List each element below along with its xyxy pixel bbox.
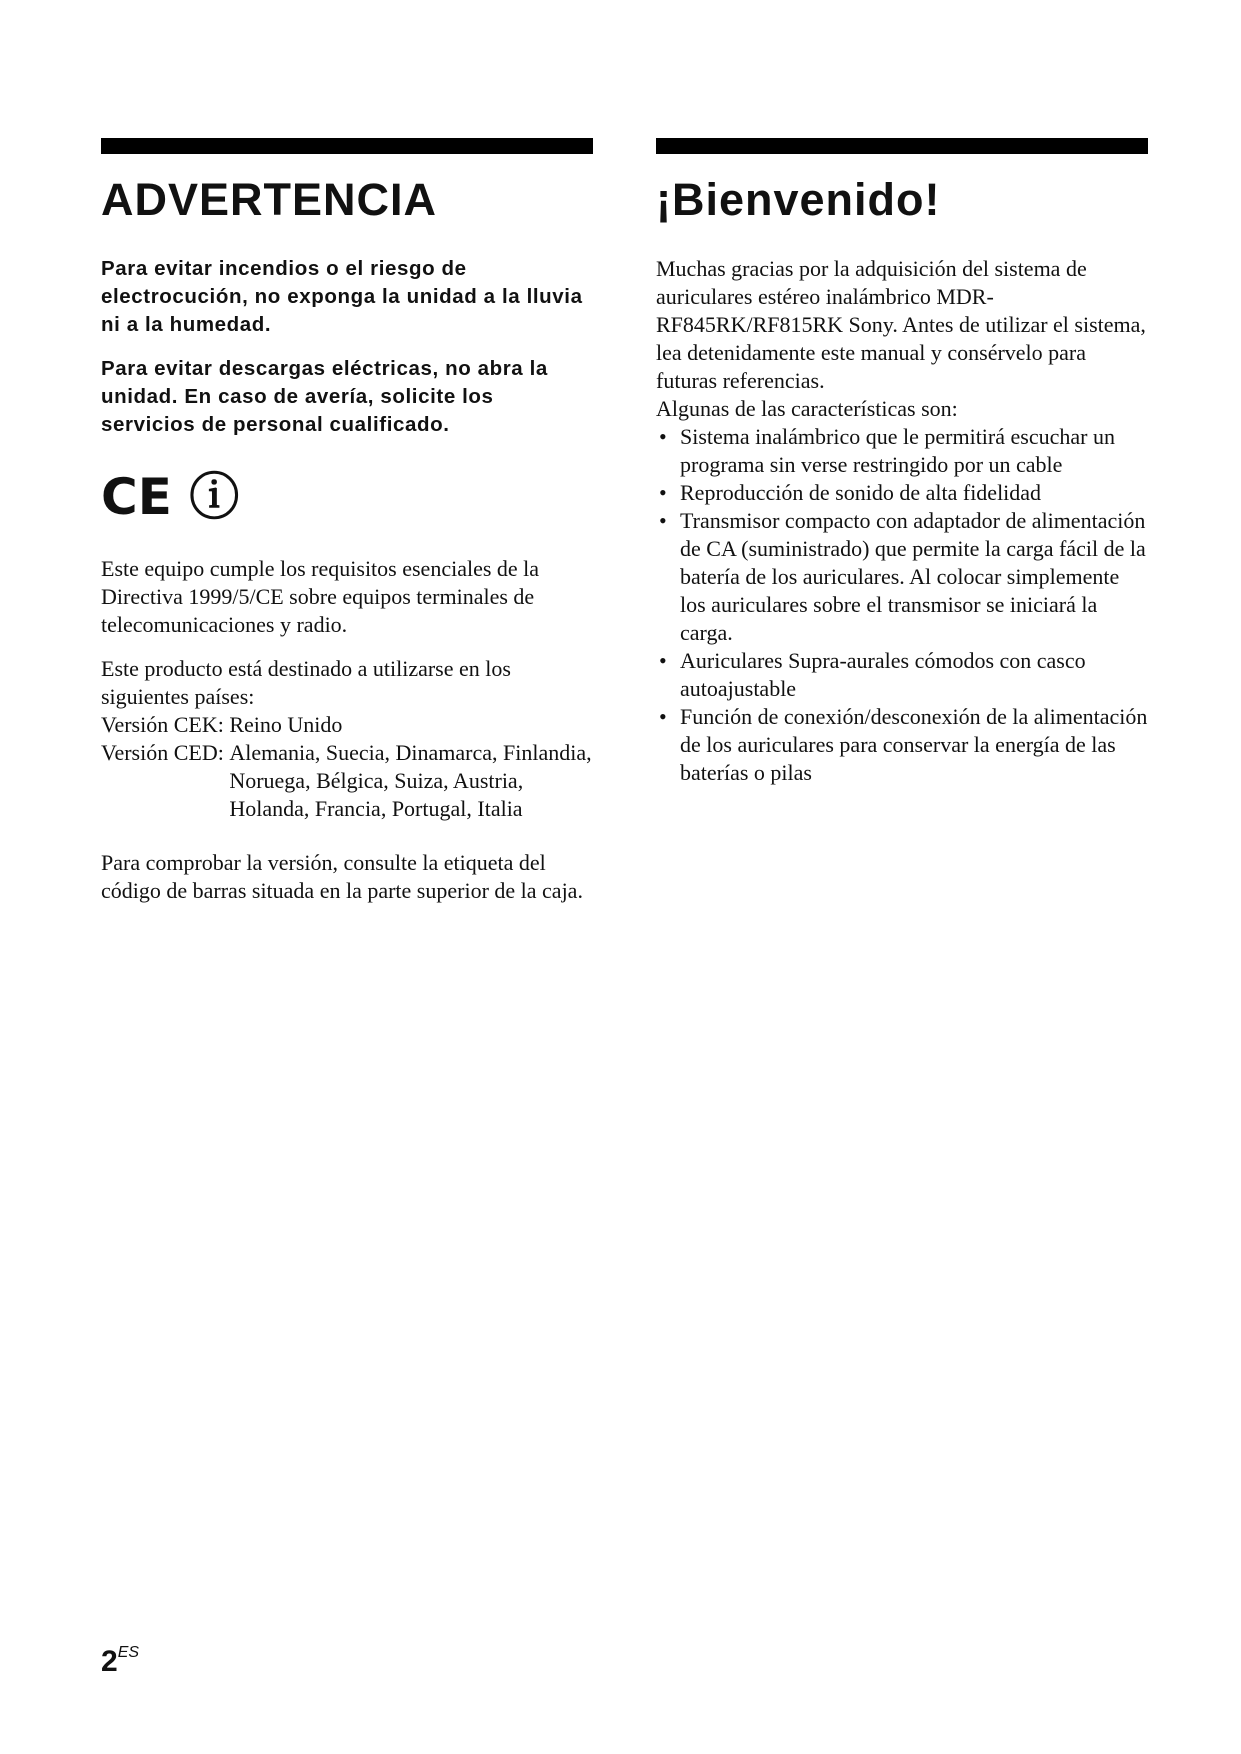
bullet-icon: • (659, 704, 667, 729)
version-ced-label: Versión CED: (101, 740, 224, 765)
heading-rule (656, 138, 1148, 154)
version-ced (101, 739, 593, 823)
list-item: • Función de conexión/desconexión de la alimentación de los auriculares para conservar la energía de las baterías o pilas (659, 704, 1148, 785)
bienvenido-column (656, 138, 1148, 787)
fire-warning: Para evitar incendios o el riesgo de electrocución, no exponga la unidad a la lluvia ni a la humedad. (101, 257, 583, 336)
page-number: $2^{ES}$ (101, 1644, 140, 1678)
bullet-icon: • (659, 424, 667, 449)
version-cek-label: Versión CEK: (101, 712, 224, 737)
list-item: • Auriculares Supra-aurales cómodos con casco autoajustable (659, 648, 1086, 701)
advertencia-column (101, 138, 593, 905)
bienvenido-heading: ¡Bienvenido! (656, 174, 941, 225)
version-cek-countries: Reino Unido (229, 712, 343, 737)
version-ced-countries: Alemania, Suecia, Dinamarca, Finlandia, Noruega, Bélgica, Suiza, Austria, Holanda, Francia, Portugal, Italia (229, 740, 592, 821)
features-intro: Algunas de las características son: (656, 396, 958, 421)
countries-intro: Este producto está destinado a utilizarse en los siguientes países: (101, 656, 511, 709)
heading-rule (101, 138, 593, 154)
features-list (656, 423, 1148, 787)
advertencia-heading: ADVERTENCIA (101, 174, 438, 225)
check-version-text: Para comprobar la versión, consulte la etiqueta del código de barras situada en la parte superior de la caja. (101, 850, 583, 903)
language-code: ES (117, 1644, 140, 1661)
list-item: • Transmisor compacto con adaptador de alimentación de CA (suministrado) que permite la carga fácil de la batería de los auriculares. Al colocar simplemente los auriculares sobre el transmisor se iniciará la carga. (659, 508, 1146, 645)
bullet-icon: • (659, 508, 667, 533)
intro-text: Muchas gracias por la adquisición del sistema de auriculares estéreo inalámbrico MDR-RF845RK/RF815RK Sony. Antes de utilizar el sistema, lea detenidamente este manual y consérvelo para futuras referencias. (656, 256, 1146, 393)
version-cek (101, 711, 593, 739)
ce-mark-icon: CE ⓘ (101, 468, 240, 526)
compliance-text: Este equipo cumple los requisitos esenciales de la Directiva 1999/5/CE sobre equipos terminales de telecomunicaciones y radio. (101, 556, 540, 637)
list-item: • Reproducción de sonido de alta fidelidad (659, 480, 1042, 505)
bullet-icon: • (659, 648, 667, 673)
list-item: • Sistema inalámbrico que le permitirá escuchar un programa sin verse restringido por un cable (659, 424, 1115, 477)
shock-warning: Para evitar descargas eléctricas, no abra la unidad. En caso de avería, solicite los servicios de personal cualificado. (101, 357, 548, 436)
bullet-icon: • (659, 480, 667, 505)
